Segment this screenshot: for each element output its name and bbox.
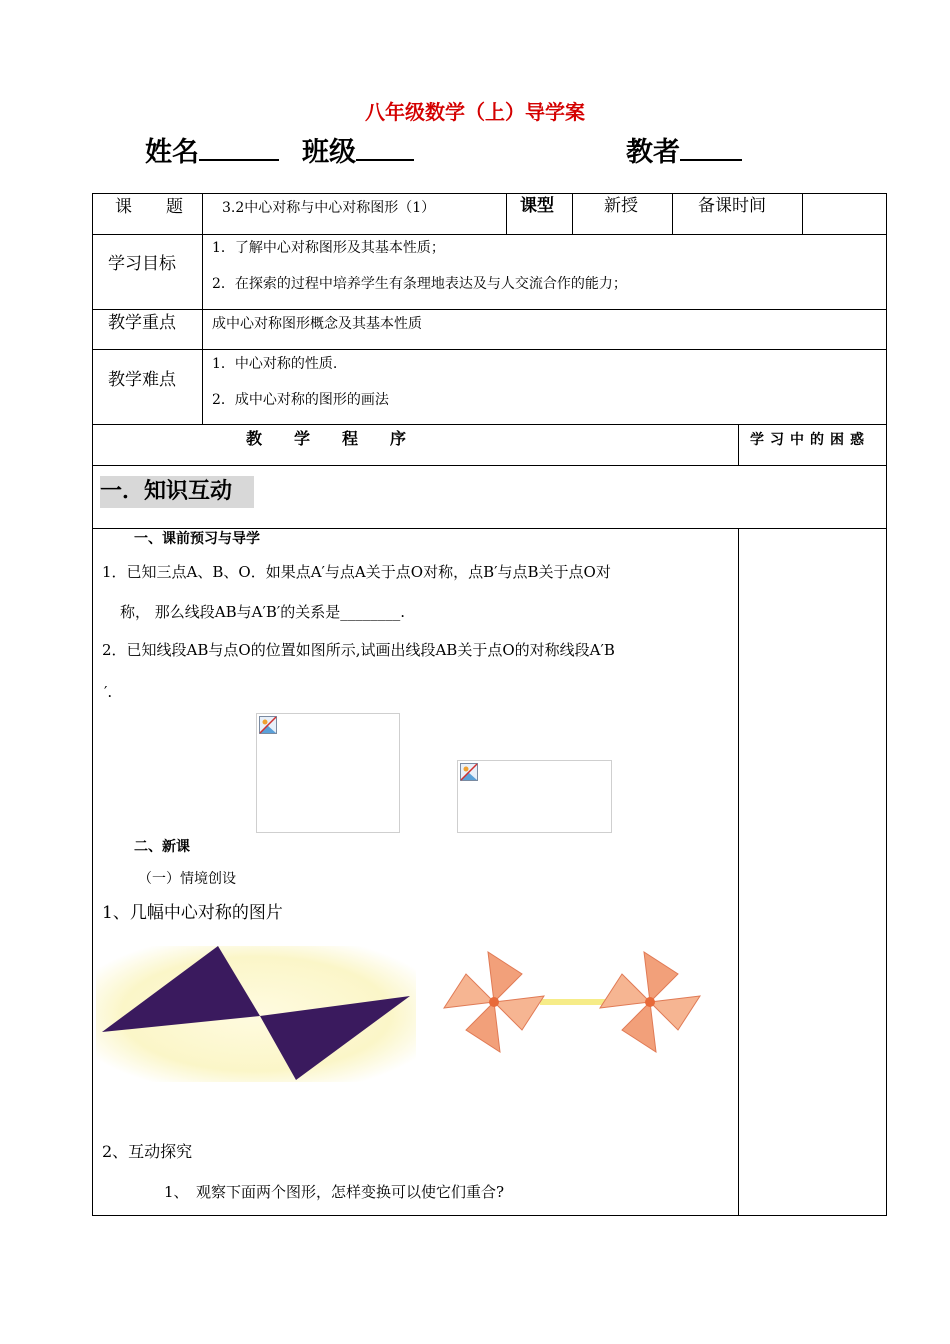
prep-time-label: 备课时间 [698,196,766,216]
question-1-line2: 称， 那么线段AB与A′B′的关系是________. [120,603,406,621]
key-point-value: 成中心对称图形概念及其基本性质 [212,316,422,332]
class-label: 班级 [302,137,356,168]
goal-item: 1．了解中心对称图形及其基本性质； [212,240,445,256]
topic-label: 课 题 [115,197,183,217]
question-2-line1: 2．已知线段AB与点O的位置如图所示,试画出线段AB关于点O的对称线段A′B [102,641,615,659]
figure-placeholder [256,713,400,833]
question-1-line1: 1．已知三点A、B、O．如果点A′与点A关于点O对称，点B′与点B关于点O对 [102,563,611,581]
confusion-label: 学习中的困惑 [750,432,870,448]
key-point-label: 教学重点 [108,313,176,333]
section-title: 一．知识互动 [100,479,233,504]
teacher-label: 教者 [626,137,680,168]
explore-label: 2、互动探究 [102,1142,193,1161]
subsection-title: 二、新课 [134,839,190,855]
teacher-field [626,130,742,169]
goal-item: 2．在探索的过程中培养学生有条理地表达及与人交流合作的能力； [212,276,627,292]
name-field [145,130,279,169]
prep-time-value[interactable] [806,196,884,232]
procedure-label: 教 学 程 序 [246,429,407,448]
broken-image-icon [259,716,277,734]
symmetric-triangles-image [96,946,416,1082]
topic-value: 3.2中心对称与中心对称图形（1） [222,200,436,216]
class-field [302,130,414,169]
figure-placeholder [457,760,612,833]
subsection-item: （一）情境创设 [138,871,236,887]
question-2-line2: ′. [104,683,113,701]
type-value: 新授 [604,196,638,216]
goals-label: 学习目标 [108,254,176,274]
pictures-label: 1、几幅中心对称的图片 [102,903,283,923]
class-blank[interactable] [356,133,414,161]
teacher-blank[interactable] [680,133,742,161]
pinwheel-left [444,952,544,1052]
subsection-title: 一、课前预习与导学 [134,531,260,547]
name-blank[interactable] [199,133,279,161]
name-label: 姓名 [145,137,199,168]
document-title: 八年级数学（上）导学案 [365,100,585,124]
pinwheel-right [600,952,700,1052]
difficulty-item: 2．成中心对称的图形的画法 [212,392,389,408]
explore-question: 1、 观察下面两个图形，怎样变换可以使它们重合? [164,1183,505,1201]
pinwheels-image [440,948,706,1056]
difficulty-item: 1．中心对称的性质. [212,356,338,372]
broken-image-icon [460,763,478,781]
type-label: 课型 [520,196,554,216]
difficulty-label: 教学难点 [108,370,176,390]
